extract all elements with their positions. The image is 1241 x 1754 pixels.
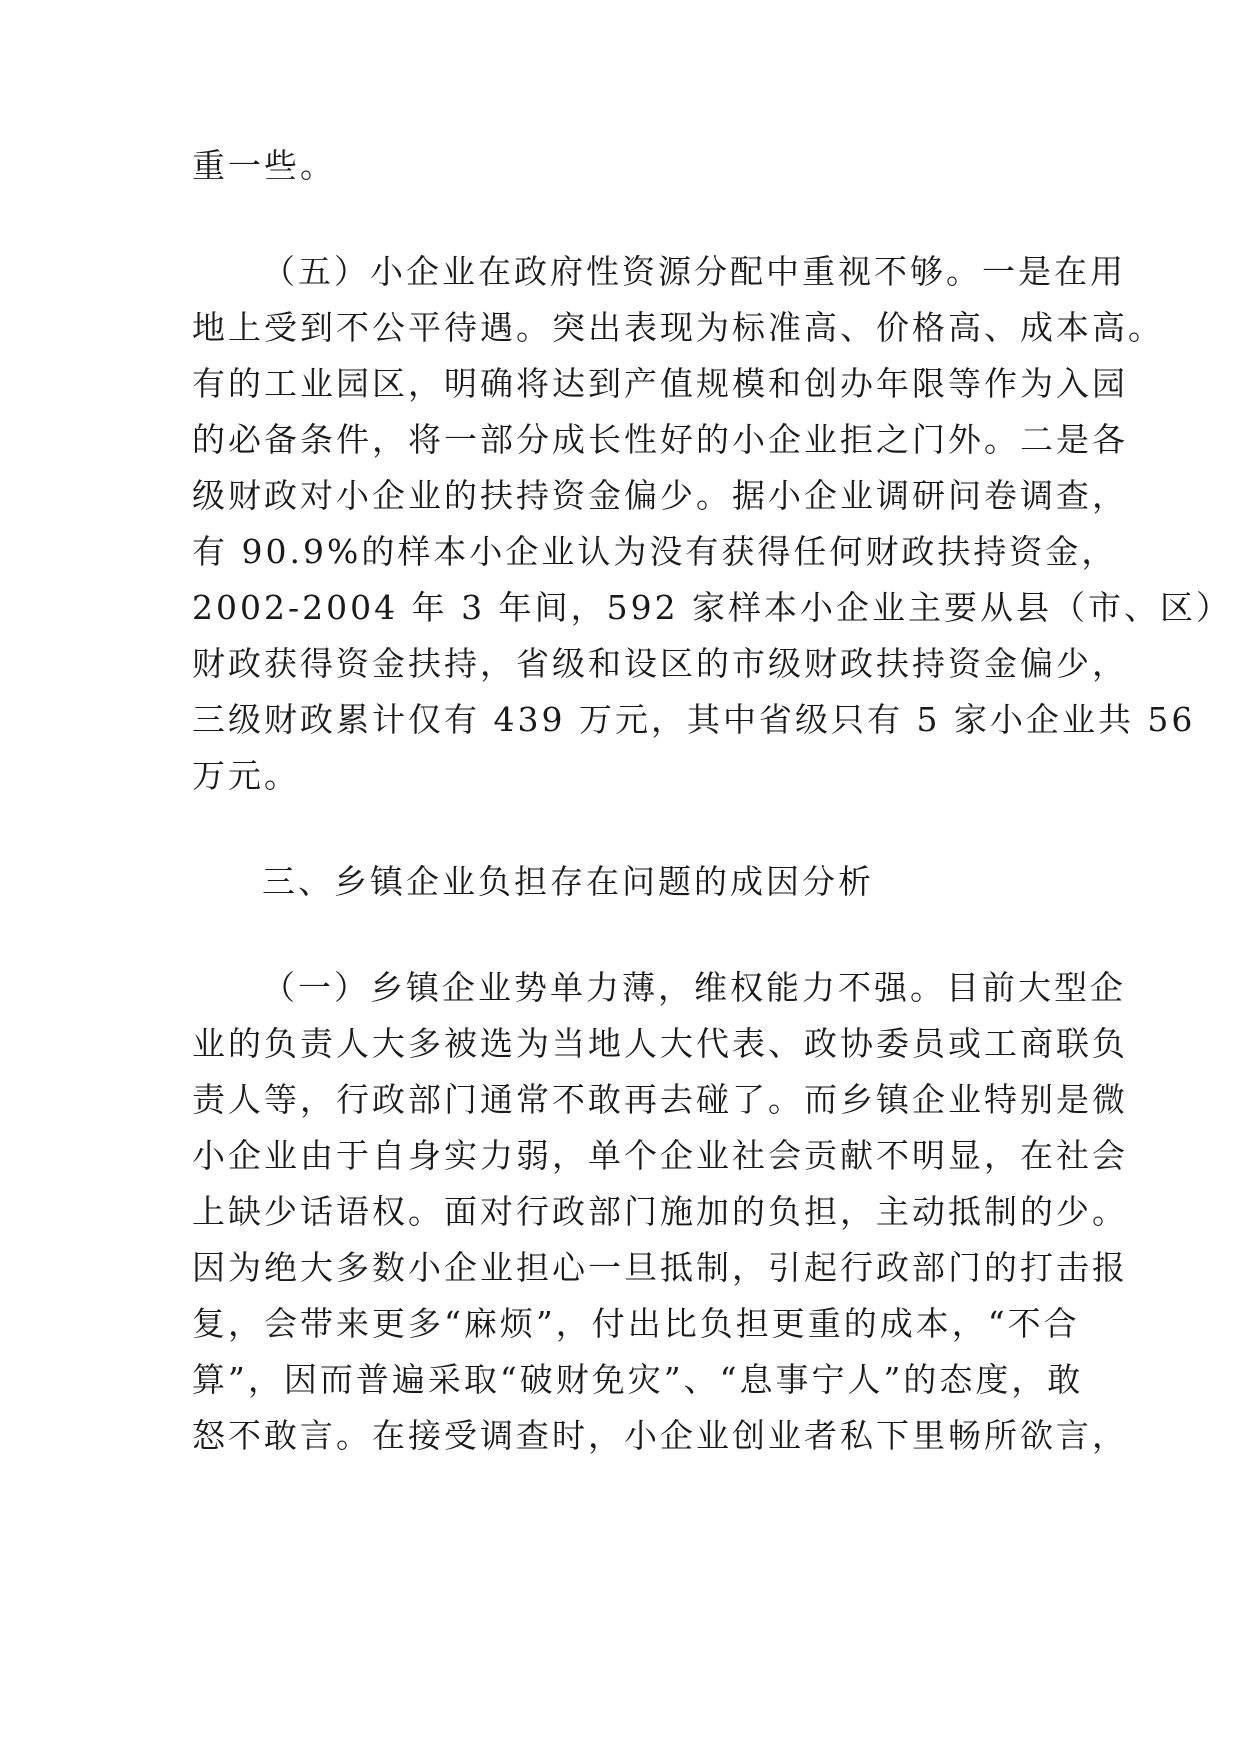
paragraph-line: （一）乡镇企业势单力薄，维权能力不强。目前大型企 (262, 968, 1126, 1007)
paragraph-line: 小企业由于自身实力弱，单个企业社会贡献不明显，在社会 (192, 1136, 1128, 1175)
paragraph-line: 重一些。 (192, 146, 336, 185)
paragraph-line: 业的负责人大多被选为当地人大代表、政协委员或工商联负 (192, 1024, 1128, 1063)
paragraph-line: 三级财政累计仅有 439 万元，其中省级只有 5 家小企业共 56 (192, 700, 1196, 739)
paragraph-line: 上缺少话语权。面对行政部门施加的负担，主动抵制的少。 (192, 1192, 1128, 1231)
paragraph-line: 有的工业园区，明确将达到产值规模和创办年限等作为入园 (192, 364, 1128, 403)
paragraph-line: 万元。 (192, 756, 300, 795)
paragraph-line: 有 90.9%的样本小企业认为没有获得任何财政扶持资金， (192, 532, 1118, 571)
paragraph-line: 因为绝大多数小企业担心一旦抵制，引起行政部门的打击报 (192, 1248, 1128, 1287)
paragraph-line: 责人等，行政部门通常不敢再去碰了。而乡镇企业特别是微 (192, 1080, 1128, 1119)
paragraph-line: 级财政对小企业的扶持资金偏少。据小企业调研问卷调查， (192, 476, 1128, 515)
paragraph-line: 财政获得资金扶持，省级和设区的市级财政扶持资金偏少， (192, 644, 1128, 683)
paragraph-line: 地上受到不公平待遇。突出表现为标准高、价格高、成本高。 (192, 308, 1164, 347)
paragraph-line: （五）小企业在政府性资源分配中重视不够。一是在用 (262, 252, 1126, 291)
paragraph-line: 复，会带来更多“麻烦”，付出比负担更重的成本，“不合 (192, 1304, 1080, 1343)
section-heading: 三、乡镇企业负担存在问题的成因分析 (262, 862, 874, 901)
paragraph-line: 2002-2004 年 3 年间，592 家样本小企业主要从县（市、区） (192, 588, 1233, 627)
paragraph-line: 怒不敢言。在接受调查时，小企业创业者私下里畅所欲言， (192, 1416, 1128, 1455)
paragraph-line: 算”，因而普遍采取“破财免灾”、“息事宁人”的态度，敢 (192, 1360, 1084, 1399)
paragraph-line: 的必备条件，将一部分成长性好的小企业拒之门外。二是各 (192, 420, 1128, 459)
